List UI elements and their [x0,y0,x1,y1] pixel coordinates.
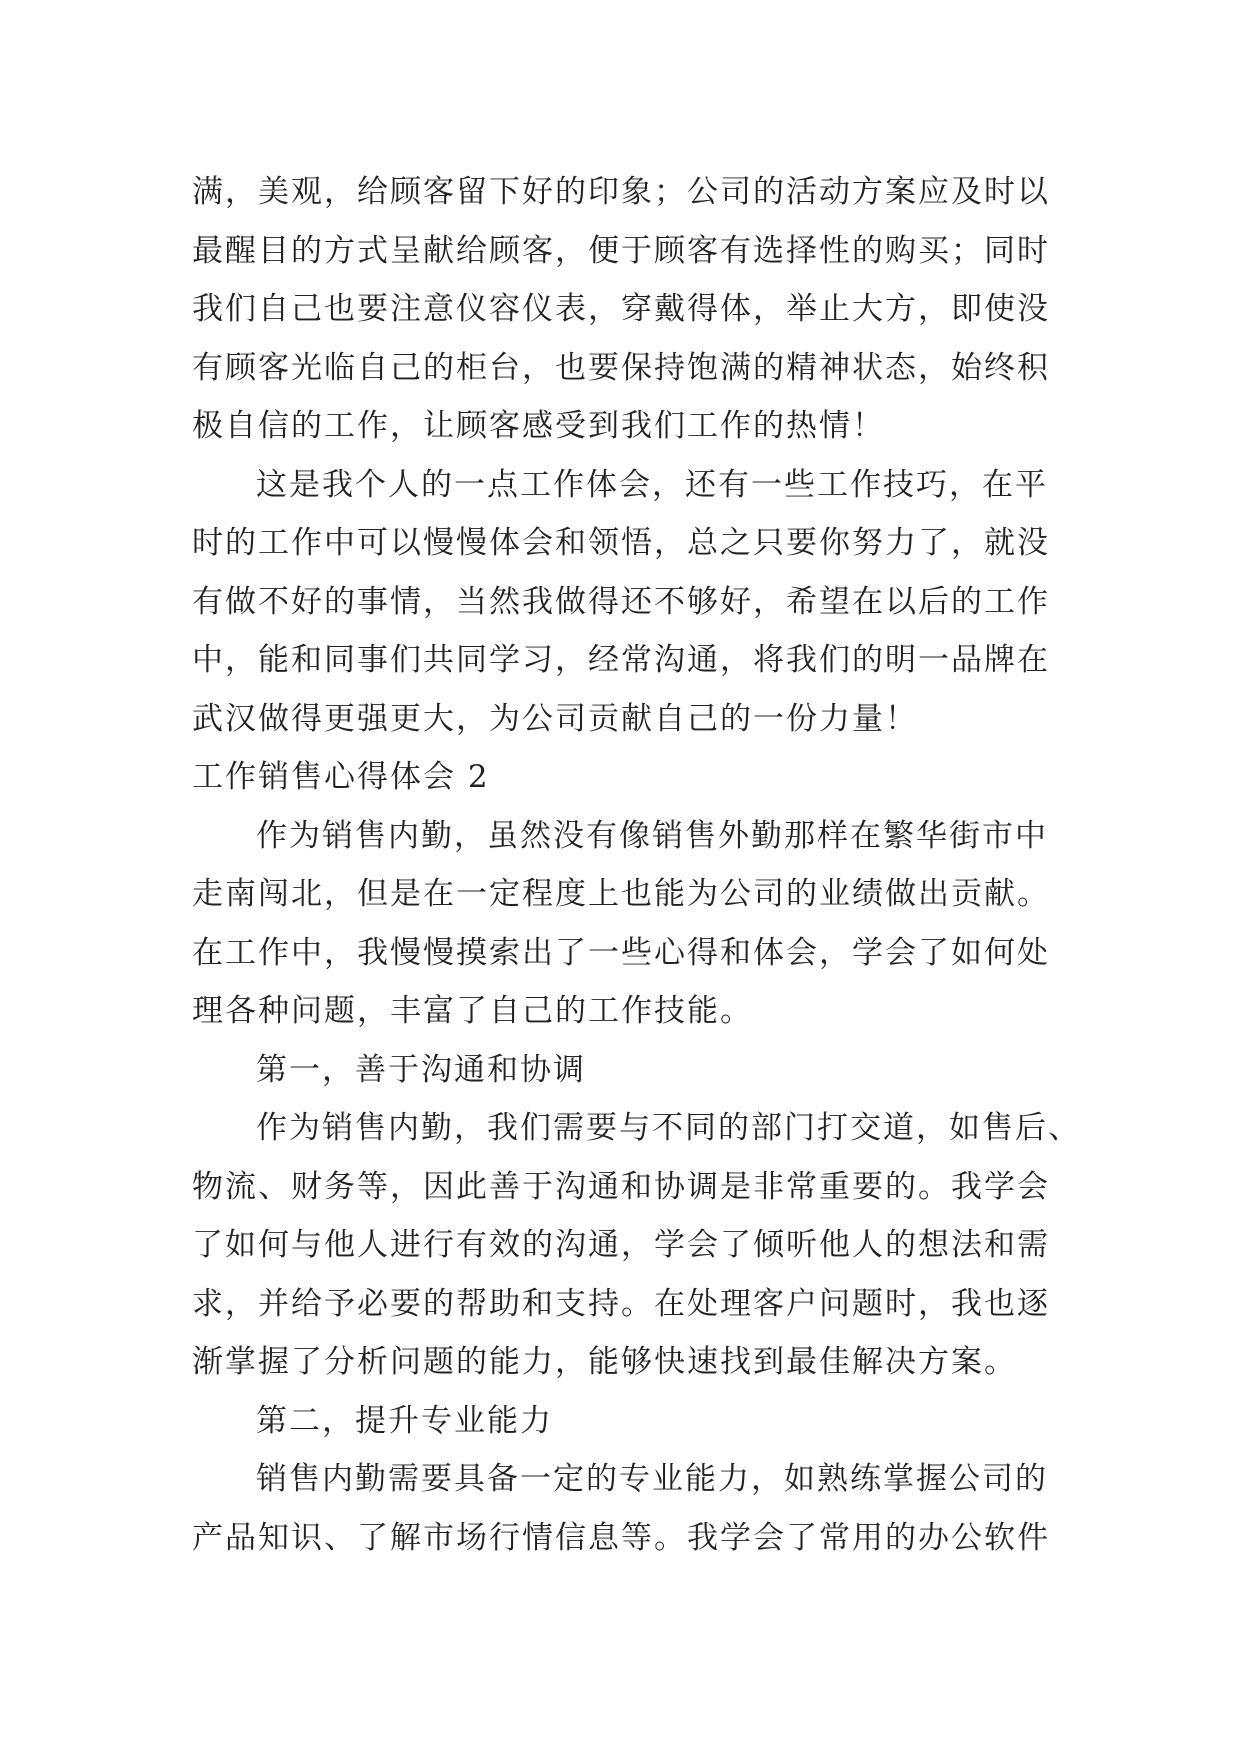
text-line: 极自信的工作，让顾客感受到我们工作的热情！ [192,408,885,444]
text-line: 满，美观，给顾客留下好的印象；公司的活动方案应及时以 [192,174,1050,210]
text-line: 走南闯北，但是在一定程度上也能为公司的业绩做出贡献。 [192,876,1050,912]
subheading-second: 第二，提升专业能力 [256,1402,553,1439]
text-line: 求，并给予必要的帮助和支持。在处理客户问题时，我也逐 [192,1285,1050,1322]
text-line: 物流、财务等，因此善于沟通和协调是非常重要的。我学会 [192,1168,1050,1205]
text-line: 有顾客光临自己的柜台，也要保持饱满的精神状态，始终积 [192,349,1050,386]
text-line: 在工作中，我慢慢摸索出了一些心得和体会，学会了如何处 [192,934,1050,971]
text-line: 有做不好的事情，当然我做得还不够好，希望在以后的工作 [192,583,1050,620]
paragraph-start-line: 这是我个人的一点工作体会，还有一些工作技巧，在平 [256,466,1048,503]
text-line: 产品知识、了解市场行情信息等。我学会了常用的办公软件 [192,1519,1050,1556]
text-line: 渐掌握了分析问题的能力，能够快速找到最佳解决方案。 [192,1344,1017,1380]
text-line: 时的工作中可以慢慢体会和领悟，总之只要你努力了，就没 [192,525,1050,561]
text-line: 最醒目的方式呈献给顾客，便于顾客有选择性的购买；同时 [192,232,1050,269]
text-line: 了如何与他人进行有效的沟通，学会了倾听他人的想法和需 [192,1227,1050,1263]
text-line: 中，能和同事们共同学习，经常沟通，将我们的明一品牌在 [192,642,1050,678]
text-line: 武汉做得更强更大，为公司贡献自己的一份力量！ [192,700,918,737]
subheading-first: 第一，善于沟通和协调 [256,1051,586,1088]
section-heading: 工作销售心得体会 2 [192,759,490,795]
text-line: 我们自己也要注意仪容仪表，穿戴得体，举止大方，即使没 [192,291,1050,327]
paragraph-start-line: 作为销售内勤，虽然没有像销售外勤那样在繁华街市中 [256,817,1048,854]
document-body [192,163,1081,1567]
paragraph-start-line: 销售内勤需要具备一定的专业能力，如熟练掌握公司的 [256,1461,1048,1497]
paragraph-start-line: 作为销售内勤，我们需要与不同的部门打交道，如售后、 [256,1110,1081,1146]
text-line: 理各种问题，丰富了自己的工作技能。 [192,993,753,1029]
